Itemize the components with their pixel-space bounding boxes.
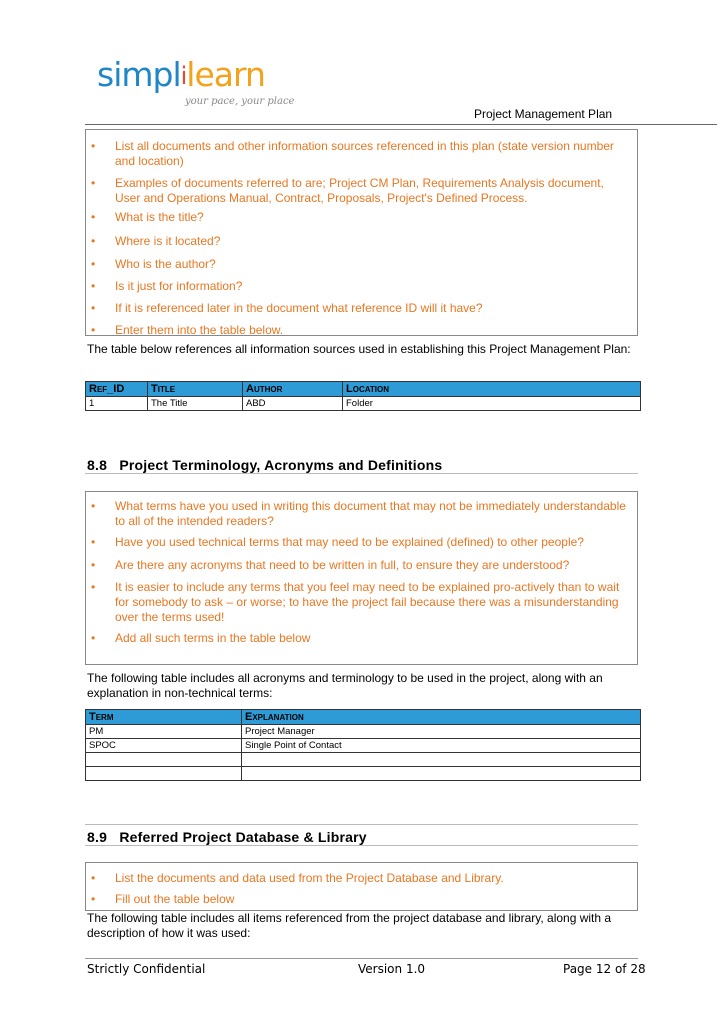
logo [97,55,297,110]
table-row [86,739,641,753]
footer-confidential: Strictly Confidential [87,962,206,976]
footer-version: Version 1.0 [358,962,426,976]
guidance-box-references: • List all documents and other information sources referenced in this plan (state version number and location) • Examples of documents referred to are; Project CM Plan, Requirements Analysis document, User and Operations Manual, Contract, Proposals, Project's Defined Process. • What is the title? • Where is it located? • Who is the author? • Is it just for information? • If it is referenced later in the document what reference ID will it have? • Enter them into the table below. [85,129,638,336]
col-header: Explanation [242,710,641,725]
table-cell: Folder [343,397,641,411]
table-cell: ABD [243,397,343,411]
section-divider [85,473,638,474]
section-divider-top [85,824,638,825]
section-divider [85,845,638,846]
section-number: 8.9 [87,829,108,845]
col-header: Author [243,382,343,397]
col-header: Title [148,382,243,397]
table-header-row [86,710,641,725]
guidance-box-database: • List the documents and data used from the Project Database and Library. • Fill out the table below [85,862,638,911]
table-header-row [86,382,641,397]
table-cell: 1 [86,397,148,411]
guidance-box-terminology: • What terms have you used in writing this document that may not be immediately understandable to all of the intended readers? • Have you used technical terms that may need to be explained (defined) to other people? • Are there any acronyms that need to be written in full, to ensure they are understood? • It is easier to include any terms that you feel may need to be explained pro-actively than to wait for somebody to ask – or worse; to have the project fail because there was a misunderstanding over the terms used! • Add all such terms in the table below [85,491,638,665]
table-cell: The Title [148,397,243,411]
terminology-table [85,709,641,781]
header-title: Project Management Plan [474,107,613,121]
header-divider-ext [667,124,717,125]
table-cell: SPOC [86,739,242,753]
table-cell [242,767,641,781]
section-title: Referred Project Database & Library [119,829,367,845]
references-table [85,381,641,411]
table-cell [86,753,242,767]
database-intro: The following table includes all items referenced from the project database and library, along with a description of how it was used: [87,911,612,940]
logo-text-2: learn [186,55,265,94]
col-header: Term [86,710,242,725]
section-heading-8-9 [87,829,367,845]
table-cell [242,753,641,767]
header-divider [85,124,667,125]
footer-divider [85,958,638,959]
table-cell: Single Point of Contact [242,739,641,753]
logo-text-1: simpl [97,55,181,94]
logo-tagline: your pace, your place [185,96,295,107]
footer-page-number: Page 12 of 28 [563,962,646,976]
table-row [86,397,641,411]
table-cell: Project Manager [242,725,641,739]
section-title: Project Terminology, Acronyms and Definitions [119,457,443,473]
col-header: Location [343,382,641,397]
logo-mark: i [180,62,187,90]
table-row [86,753,641,767]
col-header: Ref_ID [86,382,148,397]
table-row [86,725,641,739]
section-heading-8-8 [87,457,442,473]
table-cell [86,767,242,781]
terminology-intro: The following table includes all acronyms and terminology to be used in the project, along with an explanation in non-technical terms: [87,671,603,700]
section-number: 8.8 [87,457,108,473]
references-intro: The table below references all information sources used in establishing this Project Management Plan: [87,342,631,356]
table-row [86,767,641,781]
table-cell: PM [86,725,242,739]
